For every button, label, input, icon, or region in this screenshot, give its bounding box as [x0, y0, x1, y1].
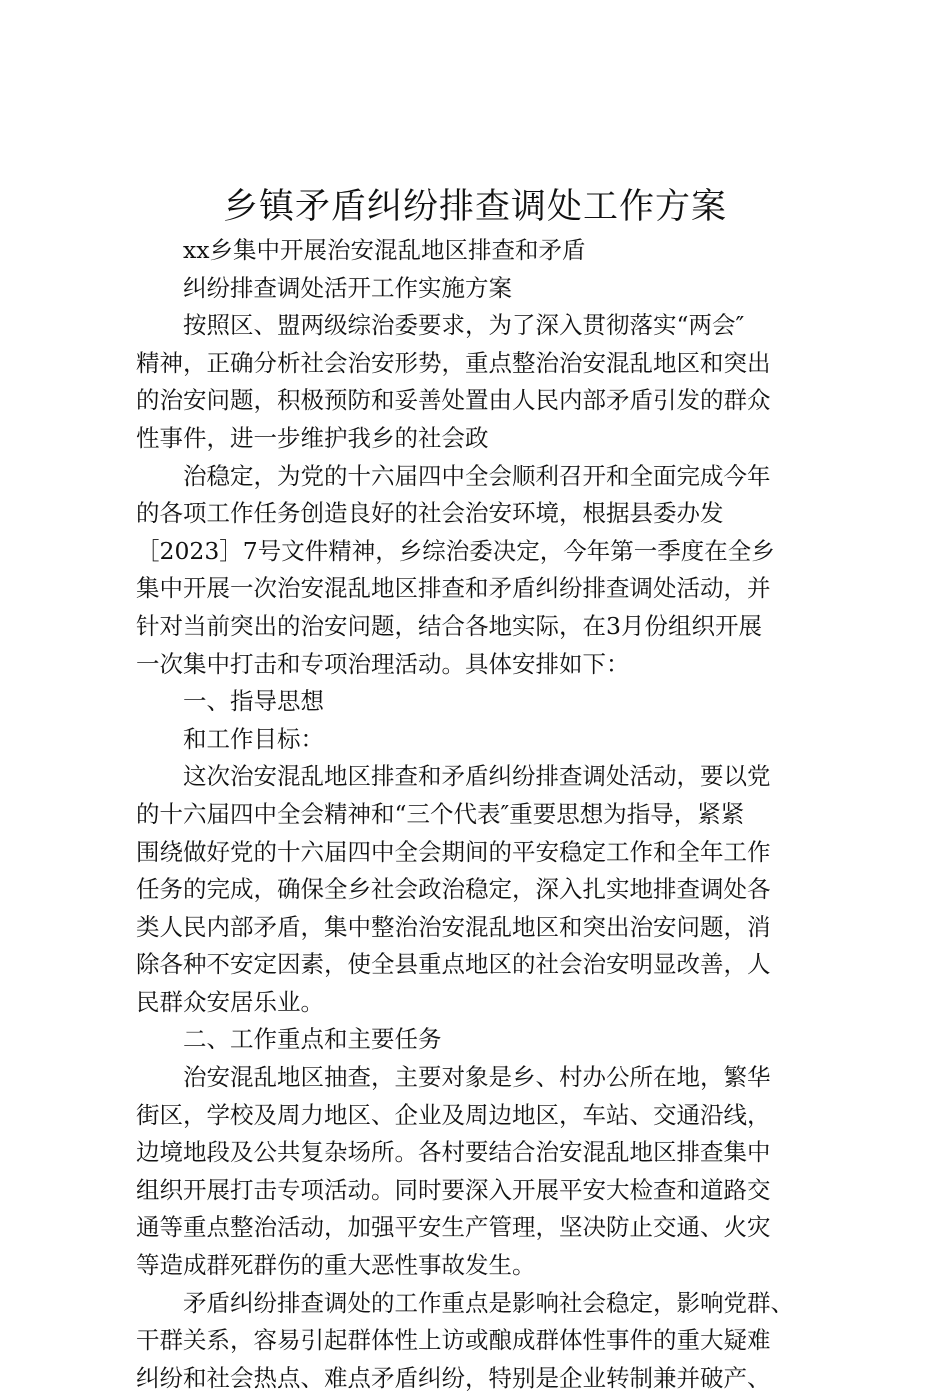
text-line: 纠纷和社会热点、难点矛盾纠纷，特别是企业转制兼并破产、: [136, 1363, 771, 1392]
text-line: 集中开展一次治安混乱地区排查和矛盾纠纷排查调处活动，并: [136, 574, 771, 603]
text-line: 一、指导思想: [183, 687, 324, 716]
text-line: xx乡集中开展治安混乱地区排查和矛盾: [183, 236, 586, 264]
text-line: 性事件，进一步维护我乡的社会政: [136, 423, 489, 452]
text-line: 组织开展打击专项活动。同时要深入开展平安大检查和道路交: [136, 1175, 771, 1204]
text-line: 矛盾纠纷排查调处的工作重点是影响社会稳定，影响党群、: [183, 1288, 794, 1317]
text-line: 等造成群死群伤的重大恶性事故发生。: [136, 1251, 536, 1280]
text-line: 民群众安居乐业。: [136, 987, 324, 1016]
text-line: ［2023］7号文件精神，乡综治委决定，今年第一季度在全乡: [136, 536, 775, 565]
text-line: 和工作目标：: [183, 724, 324, 753]
text-line: 一次集中打击和专项治理活动。具体安排如下：: [136, 649, 630, 678]
text-line: 纠纷排查调处活开工作实施方案: [183, 273, 512, 302]
text-line: 二、工作重点和主要任务: [183, 1025, 442, 1054]
document-body: [136, 232, 826, 1397]
text-line: 围绕做好党的十六届四中全会期间的平安稳定工作和全年工作: [136, 837, 771, 866]
text-line: 的治安问题，积极预防和妥善处置由人民内部矛盾引发的群众: [136, 386, 771, 415]
text-line: 通等重点整治活动，加强平安生产管理，坚决防止交通、火灾: [136, 1213, 771, 1242]
text-line: 边境地段及公共复杂场所。各村要结合治安混乱地区排查集中: [136, 1138, 771, 1167]
text-line: 这次治安混乱地区排查和矛盾纠纷排查调处活动，要以党: [183, 762, 771, 791]
text-line: 按照区、盟两级综治委要求，为了深入贯彻落实“两会″: [183, 311, 745, 340]
document-title: 乡镇矛盾纠纷排查调处工作方案: [222, 187, 727, 227]
text-line: 干群关系，容易引起群体性上访或酿成群体性事件的重大疑难: [136, 1326, 771, 1355]
text-line: 的各项工作任务创造良好的社会治安环境，根据县委办发: [136, 499, 724, 528]
text-line: 的十六届四中全会精神和“三个代表″重要思想为指导，紧紧: [136, 799, 745, 828]
text-line: 类人民内部矛盾，集中整治治安混乱地区和突出治安问题，消: [136, 912, 771, 941]
text-line: 任务的完成，确保全乡社会政治稳定，深入扎实地排查调处各: [136, 875, 771, 904]
text-line: 精神，正确分析社会治安形势，重点整治治安混乱地区和突出: [136, 348, 771, 377]
text-line: 街区，学校及周力地区、企业及周边地区，车站、交通沿线，: [136, 1100, 771, 1129]
text-line: 治稳定，为党的十六届四中全会顺利召开和全面完成今年: [183, 461, 771, 490]
text-line: 除各种不安定因素，使全县重点地区的社会治安明显改善，人: [136, 950, 771, 979]
text-line: 治安混乱地区抽查，主要对象是乡、村办公所在地，繁华: [183, 1063, 771, 1092]
text-line: 针对当前突出的治安问题，结合各地实际，在3月份组织开展: [136, 611, 762, 640]
